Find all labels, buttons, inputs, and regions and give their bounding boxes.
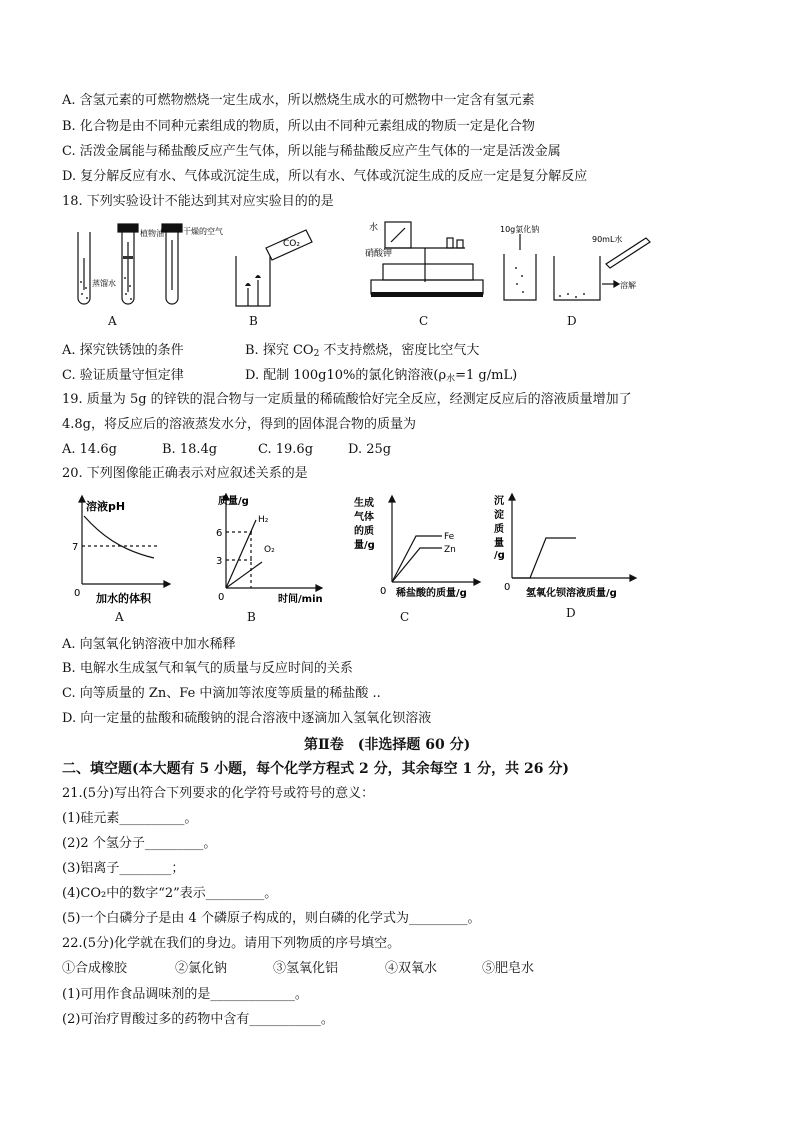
- q22-choice-1: ①合成橡胶: [62, 961, 128, 976]
- kno3-label: 硝酸钾: [365, 249, 393, 259]
- graph-c-ylabel-4: 量/g: [354, 540, 375, 551]
- graph-b-tick-6: 6: [216, 528, 223, 539]
- water90-label: 90mL水: [592, 235, 623, 244]
- graph-a-xlabel: 加水的体积: [96, 592, 151, 605]
- q18-figure-b: [228, 226, 318, 316]
- graph-a-ylabel: 溶液pH: [86, 500, 126, 513]
- part2-title: 第Ⅱ卷 (非选择题 60 分): [304, 737, 471, 753]
- graph-c-ylabel-2: 气体: [354, 512, 374, 523]
- q17-option-a: A. 含氢元素的可燃物燃烧一定生成水，所以燃烧生成水的可燃物中一定含有氢元素: [62, 93, 535, 108]
- q21-item-4: (4)CO₂中的数字“2”表示_________。: [62, 886, 278, 901]
- q20-option-d: D. 向一定量的盐酸和硫酸钠的混合溶液中逐滴加入氢氧化钡溶液: [62, 711, 432, 726]
- q22-stem: 22.(5分)化学就在我们的身边。请用下列物质的序号填空。: [62, 936, 401, 951]
- q17-option-c: C. 活泼金属能与稀盐酸反应产生气体，所以能与稀盐酸反应产生气体的一定是活泼金属: [62, 144, 561, 159]
- q20-caption-b: B: [247, 610, 256, 624]
- dry-air-label: 干燥的空气: [183, 227, 223, 236]
- q19-stem-line2: 4.8g，将反应后的溶液蒸发水分，得到的固体混合物的质量为: [62, 417, 416, 432]
- q20-stem: 20. 下列图像能正确表示对应叙述关系的是: [62, 466, 308, 481]
- q20-graph-a: [70, 494, 170, 608]
- q20-caption-a: A: [115, 610, 124, 624]
- q21-item-2: (2)2 个氢分子_________。: [62, 836, 217, 851]
- graph-d-ylabel-2: 淀: [494, 510, 504, 521]
- section2-title: 二、填空题(本大题有 5 小题，每个化学方程式 2 分，其余每空 1 分，共 26 分): [62, 761, 569, 777]
- q19-stem-line1: 19. 质量为 5g 的锌铁的混合物与一定质量的稀硫酸恰好完全反应，经测定反应后的溶液质量增加了: [62, 392, 632, 407]
- q20-graph-d: [490, 490, 640, 604]
- q18-figure-c: [365, 220, 485, 310]
- q20-caption-d: D: [566, 606, 576, 620]
- graph-c-xlabel: 稀盐酸的质量/g: [396, 588, 467, 599]
- q18-option-a: A. 探究铁锈蚀的条件: [62, 343, 184, 358]
- nacl-label: 10g氯化钠: [500, 225, 540, 234]
- co2-label: CO₂: [283, 239, 300, 249]
- q18-option-b: B. 探究 $CO_2$ 不支持燃烧，密度比空气大: [245, 343, 480, 359]
- graph-d-xlabel: 氢氧化钡溶液质量/g: [526, 588, 617, 599]
- q19-option-c: C. 19.6g: [258, 442, 314, 457]
- q18-caption-b: B: [249, 314, 258, 328]
- q19-option-d: D. 25g: [348, 442, 392, 457]
- q20-graph-c: [350, 494, 480, 604]
- q20-option-a: A. 向氢氧化钠溶液中加水稀释: [62, 637, 236, 652]
- q17-option-d: D. 复分解反应有水、气体或沉淀生成，所以有水、气体或沉淀生成的反应一定是复分解反应: [62, 169, 588, 184]
- q21-item-5: (5)一个白磷分子是由 4 个磷原子构成的，则白磷的化学式为_________。: [62, 911, 481, 926]
- q21-item-3: (3)铝离子________；: [62, 861, 185, 876]
- q18-option-c: C. 验证质量守恒定律: [62, 368, 184, 383]
- q21-item-1: (1)硅元素__________。: [62, 811, 198, 826]
- graph-d-ylabel-3: 质: [494, 524, 504, 535]
- q20-graph-b: [210, 492, 325, 606]
- water-label: 蒸馏水: [92, 279, 116, 288]
- graph-d-ylabel-4: 量: [494, 538, 504, 549]
- q20-option-b: B. 电解水生成氢气和氧气的质量与反应时间的关系: [62, 661, 353, 676]
- q20-option-c: C. 向等质量的 Zn、Fe 中滴加等浓度等质量的稀盐酸 ..: [62, 686, 381, 701]
- q19-option-b: B. 18.4g: [162, 442, 218, 457]
- graph-d-ylabel-1: 沉: [494, 496, 504, 507]
- q17-option-b: B. 化合物是由不同种元素组成的物质，所以由不同种元素组成的物质一定是化合物: [62, 119, 535, 134]
- q18-figure-d: [498, 222, 658, 312]
- q18-stem: 18. 下列实验设计不能达到其对应实验目的的是: [62, 194, 334, 209]
- graph-b-h2: H₂: [258, 515, 269, 525]
- q21-stem: 21.(5分)写出符合下列要求的化学符号或符号的意义：: [62, 786, 375, 801]
- plant-oil-label: 植物油: [140, 229, 164, 238]
- graph-c-fe: Fe: [444, 532, 455, 542]
- q18-figure-a: [70, 220, 223, 330]
- q18-caption-d: D: [567, 314, 577, 328]
- graph-d-ylabel-5: /g: [494, 550, 505, 561]
- q19-option-a: A. 14.6g: [62, 442, 117, 457]
- graph-b-tick-3: 3: [216, 556, 223, 567]
- graph-d-origin: 0: [504, 582, 511, 593]
- q18-caption-a: A: [108, 314, 117, 328]
- graph-c-ylabel-1: 生成: [354, 498, 374, 509]
- q22-choice-2: ②氯化钠: [175, 961, 228, 976]
- q22-item-2: (2)可治疗胃酸过多的药物中含有___________。: [62, 1012, 334, 1027]
- graph-a-origin: 0: [74, 588, 81, 599]
- q22-item-1: (1)可用作食品调味剂的是_____________。: [62, 987, 308, 1002]
- graph-c-zn: Zn: [444, 545, 456, 555]
- graph-b-ylabel: 质量/g: [218, 496, 249, 507]
- water2-label: 水: [369, 223, 379, 233]
- q22-choice-3: ③氢氧化铝: [273, 961, 339, 976]
- graph-a-tick: 7: [72, 542, 79, 553]
- q20-caption-c: C: [400, 610, 410, 624]
- q18-caption-c: C: [419, 314, 429, 328]
- graph-c-origin: 0: [380, 586, 387, 597]
- dissolve-label: 溶解: [620, 281, 636, 290]
- q18-option-d: D. 配制 100g10%的氯化钠溶液($\rho_水=1$ g/mL): [245, 368, 518, 384]
- q22-choice-4: ④双氧水: [385, 961, 438, 976]
- q22-choice-5: ⑤肥皂水: [482, 961, 535, 976]
- graph-b-xlabel: 时间/min: [278, 594, 323, 605]
- graph-b-o2: O₂: [264, 545, 275, 555]
- graph-c-ylabel-3: 的质: [354, 526, 374, 537]
- graph-b-origin: 0: [218, 592, 225, 603]
